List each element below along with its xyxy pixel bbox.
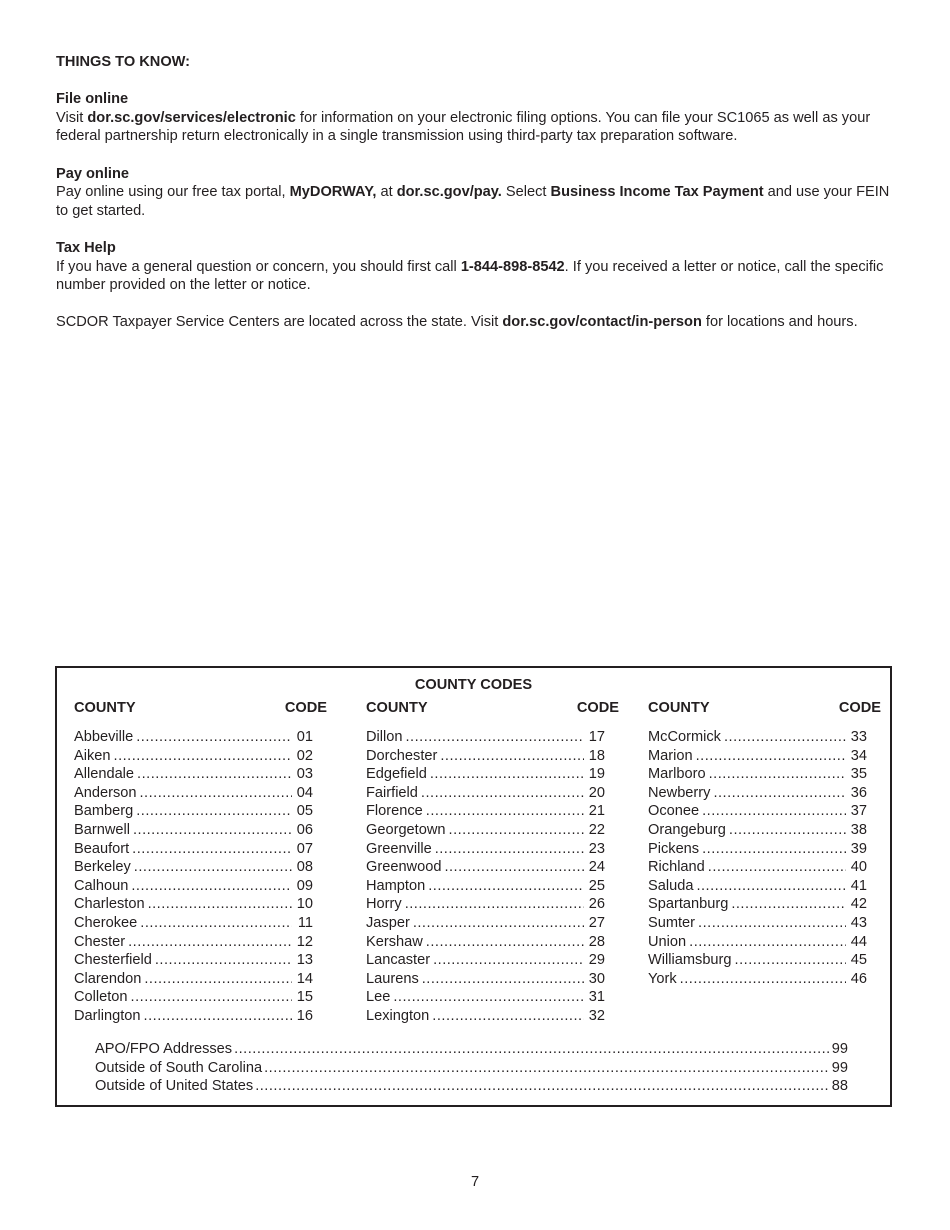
county-code: 28 [588, 933, 605, 950]
county-column-1 [74, 700, 327, 1026]
county-name: Chesterfield [74, 952, 152, 969]
dot-leader [134, 858, 292, 877]
county-name: Union [648, 933, 687, 950]
county-name: Calhoun [74, 877, 129, 894]
county-header: COUNTY [74, 700, 136, 716]
county-name: Charleston [74, 896, 145, 913]
county-code: 45 [850, 952, 867, 969]
county-code: 41 [850, 877, 867, 894]
county-code: 37 [850, 803, 867, 820]
county-name: York [648, 970, 677, 987]
county-code: 13 [296, 952, 313, 969]
county-row [366, 988, 619, 1007]
county-row [648, 840, 881, 859]
county-name: Greenville [366, 840, 432, 857]
county-code: 43 [850, 914, 867, 931]
dot-leader [428, 877, 584, 896]
dot-leader [255, 1077, 830, 1096]
dot-leader [708, 858, 846, 877]
dot-leader [433, 951, 584, 970]
other-code-row [95, 1059, 848, 1078]
county-code: 08 [296, 859, 313, 876]
county-row [648, 951, 881, 970]
county-name: Cherokee [74, 914, 138, 931]
county-name: Laurens [366, 970, 419, 987]
county-code: 01 [296, 729, 313, 745]
county-code: 46 [850, 970, 867, 987]
dot-leader [264, 1059, 830, 1078]
dot-leader [444, 858, 584, 877]
dot-leader [393, 988, 584, 1007]
county-row [366, 933, 619, 952]
county-code: 32 [588, 1007, 605, 1024]
county-name: Outside of United States [95, 1078, 254, 1095]
county-code: 25 [588, 877, 605, 894]
county-code: 14 [296, 970, 313, 987]
column-header [366, 700, 619, 718]
dot-leader [137, 765, 292, 784]
dot-leader [128, 933, 292, 952]
county-code: 10 [296, 896, 313, 913]
county-column-2 [366, 700, 619, 1026]
county-code: 12 [296, 933, 313, 950]
county-row [74, 728, 327, 747]
county-row [74, 933, 327, 952]
county-name: Orangeburg [648, 821, 726, 838]
county-code: 16 [296, 1007, 313, 1024]
county-name: Marion [648, 747, 693, 764]
mydorway-name: MyDORWAY, [289, 184, 377, 201]
county-name: Oconee [648, 803, 700, 820]
county-code: 27 [588, 914, 605, 931]
county-row [648, 895, 881, 914]
county-code: 11 [297, 914, 313, 931]
county-name: Newberry [648, 784, 711, 801]
things-to-know-title: THINGS TO KNOW: [56, 54, 191, 70]
county-row [366, 784, 619, 803]
county-code: 19 [588, 766, 605, 783]
county-code: 15 [296, 989, 313, 1006]
county-row [648, 914, 881, 933]
county-row [648, 970, 881, 989]
county-row [648, 747, 881, 766]
county-row [74, 747, 327, 766]
county-row [74, 877, 327, 896]
county-name: APO/FPO Addresses [95, 1041, 233, 1057]
county-name: Hampton [366, 877, 426, 894]
dot-leader [148, 895, 292, 914]
dot-leader [234, 1040, 830, 1059]
county-name: Berkeley [74, 859, 131, 876]
county-row [366, 877, 619, 896]
county-code: 22 [588, 821, 605, 838]
county-name: Williamsburg [648, 952, 732, 969]
county-name: Horry [366, 896, 402, 913]
county-code: 34 [850, 747, 867, 764]
county-code: 17 [588, 729, 605, 745]
dot-leader [422, 970, 584, 989]
county-name: Abbeville [74, 729, 134, 745]
county-name: Chester [74, 933, 126, 950]
county-row [74, 858, 327, 877]
county-name: Lee [366, 989, 391, 1006]
county-row [366, 821, 619, 840]
county-code: 36 [850, 784, 867, 801]
county-code: 02 [296, 747, 313, 764]
county-name: Aiken [74, 747, 111, 764]
code-header: CODE [576, 700, 619, 716]
dot-leader [702, 802, 846, 821]
county-name: Edgefield [366, 766, 427, 783]
county-name: Jasper [366, 914, 410, 931]
dot-leader [131, 988, 292, 1007]
county-code: 42 [850, 896, 867, 913]
tax-help-text: If you have a general question or concern, you should first call 1-844-898-8542. If you received a letter or notice, call the specific number provided on the letter or notice. [56, 258, 884, 294]
code-header: CODE [284, 700, 327, 716]
county-name: Lexington [366, 1007, 430, 1024]
county-name: Greenwood [366, 859, 442, 876]
county-row [366, 1007, 619, 1026]
dot-leader [696, 877, 846, 896]
pay-online-text: Pay online using our free tax portal, MyDORWAY, at dor.sc.gov/pay. Select Business Income Tax Payment and use your FEIN to get started. [56, 184, 890, 219]
dot-leader [689, 933, 846, 952]
county-row [366, 765, 619, 784]
county-header: COUNTY [648, 700, 710, 716]
file-online-text: Visit dor.sc.gov/services/electronic for information on your electronic filing options. You can file your SC1065 as well as your federal partnership return electronically in a single transmission using third-party tax preparation software. [56, 109, 871, 145]
dot-leader [426, 933, 584, 952]
county-row [648, 877, 881, 896]
county-row [366, 914, 619, 933]
county-row [366, 951, 619, 970]
county-row [648, 821, 881, 840]
dot-leader [140, 914, 292, 933]
dot-leader [729, 821, 846, 840]
dot-leader [713, 784, 846, 803]
county-code: 07 [296, 840, 313, 857]
county-row [366, 840, 619, 859]
dot-leader [155, 951, 292, 970]
dot-leader [114, 747, 292, 766]
county-row [74, 951, 327, 970]
dot-leader [136, 802, 292, 821]
county-name: Barnwell [74, 821, 130, 838]
county-row [74, 821, 327, 840]
county-row [366, 970, 619, 989]
county-name: Colleton [74, 989, 128, 1006]
county-row [74, 914, 327, 933]
dot-leader [136, 728, 292, 747]
dot-leader [449, 821, 584, 840]
things-to-know-section [56, 53, 896, 332]
county-code: 18 [588, 747, 605, 764]
dot-leader [426, 802, 584, 821]
dot-leader [696, 747, 846, 766]
help-phone-number: 1-844-898-8542 [460, 258, 565, 275]
county-code: 03 [296, 766, 313, 783]
county-name: Pickens [648, 840, 700, 857]
county-row [648, 765, 881, 784]
county-row [74, 988, 327, 1007]
county-code: 05 [296, 803, 313, 820]
county-row [366, 728, 619, 747]
county-name: Dorchester [366, 747, 438, 764]
county-row [648, 858, 881, 877]
county-name: Allendale [74, 766, 135, 783]
county-row [366, 747, 619, 766]
dot-leader [735, 951, 846, 970]
dot-leader [731, 895, 846, 914]
dot-leader [133, 821, 292, 840]
code-header: CODE [838, 700, 881, 716]
county-code: 06 [296, 821, 313, 838]
county-name: Sumter [648, 914, 696, 931]
county-name: Lancaster [366, 952, 431, 969]
county-code: 99 [831, 1041, 848, 1057]
county-code: 44 [850, 933, 867, 950]
county-name: Georgetown [366, 821, 446, 838]
dot-leader [440, 747, 584, 766]
county-code: 24 [588, 859, 605, 876]
county-codes-title: COUNTY CODES [414, 677, 533, 693]
county-code: 38 [850, 821, 867, 838]
file-online-link: dor.sc.gov/services/electronic [87, 109, 296, 126]
dot-leader [139, 784, 292, 803]
county-row [366, 895, 619, 914]
county-row [74, 895, 327, 914]
county-code: 29 [588, 952, 605, 969]
dot-leader [724, 728, 846, 747]
dot-leader [405, 895, 584, 914]
county-codes-table [55, 666, 892, 1107]
column-header [74, 700, 327, 718]
county-row [648, 933, 881, 952]
county-name: Dillon [366, 729, 403, 745]
dot-leader [144, 1007, 292, 1026]
county-row [74, 1007, 327, 1026]
dot-leader [435, 840, 584, 859]
county-code: 40 [850, 859, 867, 876]
county-name: Anderson [74, 784, 137, 801]
county-name: Spartanburg [648, 896, 729, 913]
dot-leader [406, 728, 585, 747]
county-code: 20 [588, 784, 605, 801]
column-header [648, 700, 881, 718]
county-row [366, 802, 619, 821]
dot-leader [702, 840, 846, 859]
other-code-row [95, 1040, 848, 1059]
dot-leader [709, 765, 846, 784]
file-online-heading: File online [56, 91, 129, 108]
county-code: 26 [588, 896, 605, 913]
pay-online-heading: Pay online [56, 165, 129, 182]
county-row [648, 802, 881, 821]
county-name: Kershaw [366, 933, 423, 950]
county-row [74, 765, 327, 784]
county-name: Richland [648, 859, 705, 876]
county-code: 31 [588, 989, 605, 1006]
dot-leader [432, 1007, 584, 1026]
county-code: 23 [588, 840, 605, 857]
service-centers-text: SCDOR Taxpayer Service Centers are located across the state. Visit dor.sc.gov/contact/in-person for locations and hours. [56, 314, 858, 331]
county-name: Saluda [648, 877, 694, 894]
dot-leader [430, 765, 584, 784]
county-row [74, 840, 327, 859]
county-code: 88 [831, 1078, 848, 1095]
dot-leader [132, 840, 292, 859]
other-code-row [95, 1077, 848, 1096]
county-code: 33 [850, 729, 867, 745]
county-code: 35 [850, 766, 867, 783]
county-name: Beaufort [74, 840, 130, 857]
pay-link: dor.sc.gov/pay. [396, 184, 502, 201]
county-column-3 [648, 700, 881, 988]
county-name: Florence [366, 803, 423, 820]
county-row [648, 784, 881, 803]
dot-leader [131, 877, 292, 896]
county-code: 04 [296, 784, 313, 801]
county-row [74, 970, 327, 989]
county-header: COUNTY [366, 700, 428, 716]
county-row [74, 802, 327, 821]
county-row [366, 858, 619, 877]
dot-leader [413, 914, 584, 933]
page-number: 7 [470, 1174, 480, 1190]
county-name: Bamberg [74, 803, 134, 820]
county-row [74, 784, 327, 803]
dot-leader [698, 914, 846, 933]
county-name: Marlboro [648, 766, 706, 783]
county-code: 99 [831, 1059, 848, 1076]
county-code: 39 [850, 840, 867, 857]
county-name: Fairfield [366, 784, 418, 801]
dot-leader [421, 784, 584, 803]
county-code: 21 [588, 803, 605, 820]
county-code: 30 [588, 970, 605, 987]
dot-leader [144, 970, 292, 989]
county-name: Darlington [74, 1007, 141, 1024]
county-name: McCormick [648, 729, 721, 745]
county-name: Clarendon [74, 970, 142, 987]
county-code: 09 [296, 877, 313, 894]
payment-type: Business Income Tax Payment [550, 184, 764, 201]
tax-help-heading: Tax Help [56, 239, 116, 256]
other-codes-list [95, 1040, 848, 1096]
in-person-link: dor.sc.gov/contact/in-person [502, 314, 702, 331]
county-name: Outside of South Carolina [95, 1059, 263, 1076]
county-row [648, 728, 881, 747]
dot-leader [680, 970, 846, 989]
